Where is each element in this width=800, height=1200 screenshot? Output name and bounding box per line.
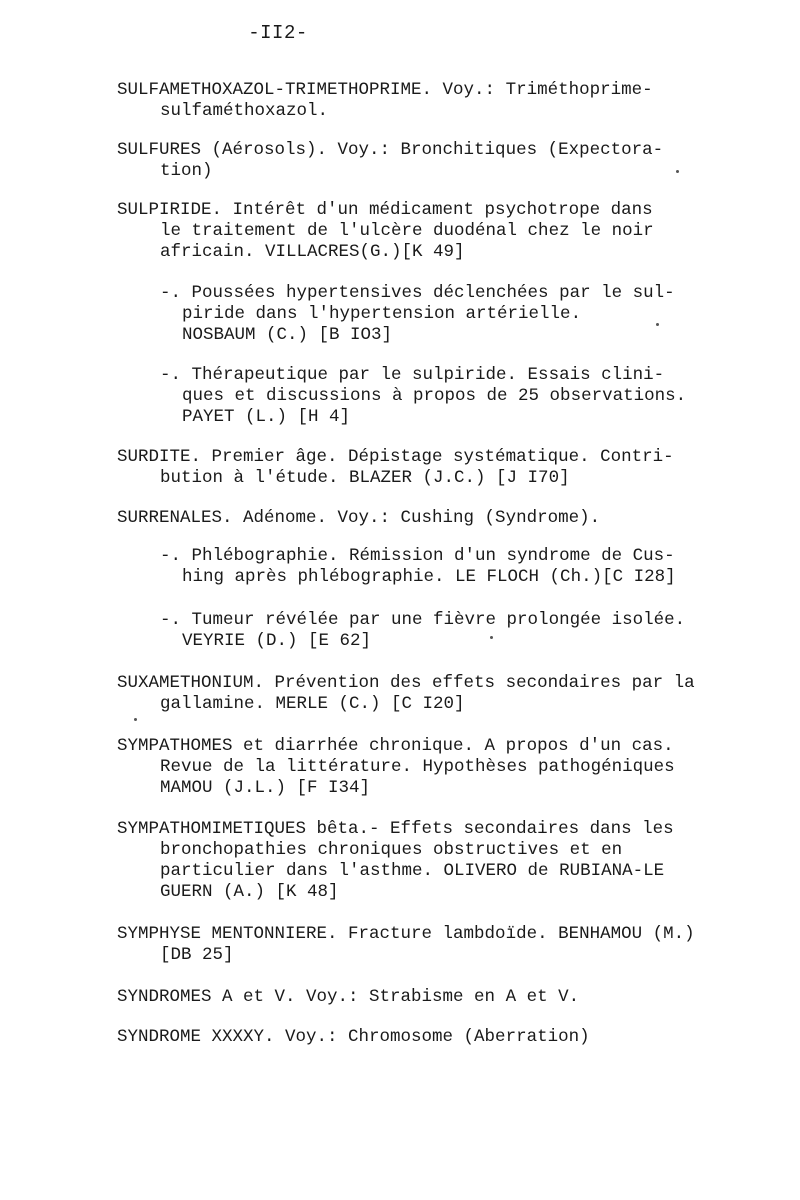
entry-line: sulfaméthoxazol. <box>160 101 329 121</box>
entry-line: particulier dans l'asthme. OLIVERO de RUBIANA-LE <box>160 861 665 881</box>
entry-line: SYMPHYSE MENTONNIERE. Fracture lambdoïde. BENHAMOU (M.) <box>117 924 695 944</box>
index-entry <box>117 673 697 715</box>
entry-line: SYMPATHOMES et diarrhée chronique. A propos d'un cas. <box>117 736 674 756</box>
entry-line: bronchopathies chroniques obstructives et en <box>160 840 623 860</box>
entry-line: -. Thérapeutique par le sulpiride. Essais clini- <box>160 365 665 385</box>
entry-line: GUERN (A.) [K 48] <box>160 882 339 902</box>
page-number: -II2- <box>248 22 308 44</box>
entry-line: Revue de la littérature. Hypothèses pathogéniques <box>160 757 675 777</box>
index-subentry <box>160 365 700 428</box>
index-entry <box>117 924 697 966</box>
scan-speck <box>134 718 137 721</box>
index-entry <box>117 140 697 182</box>
entry-line: SUXAMETHONIUM. Prévention des effets secondaires par la <box>117 673 695 693</box>
entry-line: SURDITE. Premier âge. Dépistage systématique. Contri- <box>117 447 674 467</box>
entry-line: SULPIRIDE. Intérêt d'un médicament psychotrope dans <box>117 200 653 220</box>
entry-line: SYNDROME XXXXY. Voy.: Chromosome (Aberration) <box>117 1027 590 1047</box>
index-entry <box>117 819 697 903</box>
entry-line: [DB 25] <box>160 945 234 965</box>
index-subentry <box>160 610 700 652</box>
entry-line: SYNDROMES A et V. Voy.: Strabisme en A et V. <box>117 987 580 1007</box>
entry-line: SULFURES (Aérosols). Voy.: Bronchitiques (Expectora- <box>117 140 664 160</box>
entry-line: -. Poussées hypertensives déclenchées par le sul- <box>160 283 675 303</box>
entry-line: le traitement de l'ulcère duodénal chez le noir <box>160 221 654 241</box>
entry-line: -. Phlébographie. Rémission d'un syndrome de Cus- <box>160 546 675 566</box>
scan-speck <box>676 170 679 173</box>
entry-line: NOSBAUM (C.) [B IO3] <box>182 325 393 345</box>
entry-line: tion) <box>160 161 213 181</box>
index-subentry <box>160 546 700 588</box>
entry-line: SULFAMETHOXAZOL-TRIMETHOPRIME. Voy.: Triméthoprime- <box>117 80 653 100</box>
entry-line: PAYET (L.) [H 4] <box>182 407 351 427</box>
index-entry <box>117 1027 697 1048</box>
scan-speck <box>656 323 659 326</box>
entry-line: piride dans l'hypertension artérielle. <box>182 304 582 324</box>
entry-line: gallamine. MERLE (C.) [C I20] <box>160 694 465 714</box>
index-entry <box>117 736 697 799</box>
entry-line: MAMOU (J.L.) [F I34] <box>160 778 371 798</box>
index-subentry <box>160 283 700 346</box>
index-entry <box>117 508 697 529</box>
index-entry <box>117 987 697 1008</box>
entry-line: ques et discussions à propos de 25 observations. <box>182 386 687 406</box>
index-entry <box>117 80 697 122</box>
entry-line: SYMPATHOMIMETIQUES bêta.- Effets secondaires dans les <box>117 819 674 839</box>
index-entry <box>117 200 697 263</box>
index-entry <box>117 447 697 489</box>
entry-line: bution à l'étude. BLAZER (J.C.) [J I70] <box>160 468 570 488</box>
scan-speck <box>490 636 493 639</box>
entry-line: VEYRIE (D.) [E 62] <box>182 631 372 651</box>
entry-line: SURRENALES. Adénome. Voy.: Cushing (Syndrome). <box>117 508 601 528</box>
entry-line: hing après phlébographie. LE FLOCH (Ch.)[C I28] <box>182 567 676 587</box>
entry-line: -. Tumeur révélée par une fièvre prolongée isolée. <box>160 610 686 630</box>
entry-line: africain. VILLACRES(G.)[K 49] <box>160 242 465 262</box>
